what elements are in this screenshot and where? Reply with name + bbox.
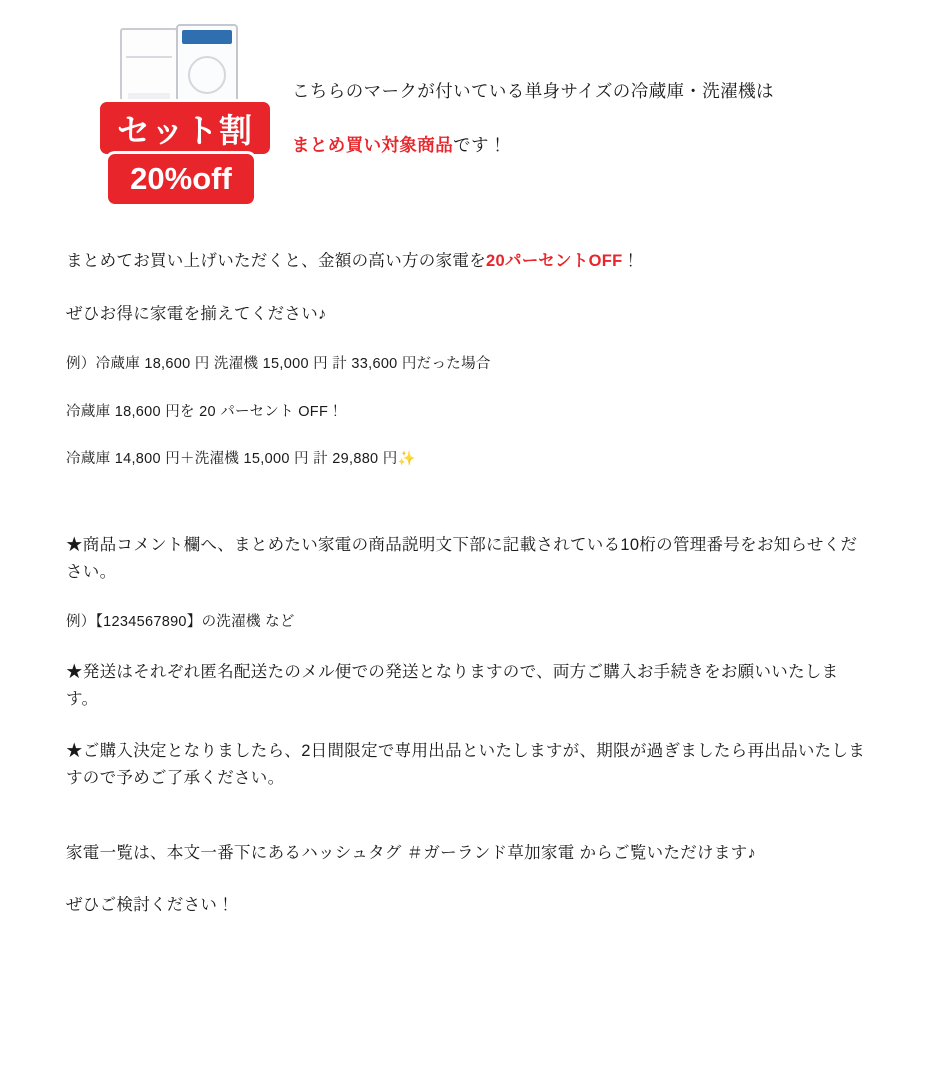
stamp-label-set: セット割 xyxy=(100,102,270,154)
stamp-label-percent: 20%off xyxy=(108,154,254,204)
header-caption-line2 xyxy=(292,132,892,158)
paragraph-hashtag: 家電一覧は、本文一番下にあるハッシュタグ ＃ガーランド草加家電 からご覧いただけます♪ xyxy=(66,843,756,862)
header-caption-line1: こちらのマークが付いている単身サイズの冷蔵庫・洗濯機は xyxy=(292,81,774,101)
paragraph-invite: ぜひお得に家電を揃えてください♪ xyxy=(66,304,327,323)
set-discount-stamp xyxy=(100,102,270,210)
intro-accent-text: 20パーセントOFF xyxy=(486,252,623,270)
sparkle-icon: ✨ xyxy=(397,451,416,468)
paragraph-example-case: 例）冷蔵庫 18,600 円 洗濯機 15,000 円 計 33,600 円だった場合 xyxy=(66,356,491,373)
body-copy xyxy=(66,248,866,945)
paragraph-note-reserve: ★ご購入決定となりましたら、2日間限定で専用出品といたしますが、期限が過ぎましたら再出品いたしますので予めご了承ください。 xyxy=(66,742,866,787)
header-caption-emphasis: まとめ買い対象商品 xyxy=(292,135,454,156)
spacer-2 xyxy=(66,818,866,840)
intro-before-text: まとめてお買い上げいただくと、金額の高い方の家電を xyxy=(66,252,486,270)
paragraph-note-comment-example: 例）【1234567890】の洗濯機 など xyxy=(66,614,295,631)
washing-machine-icon xyxy=(176,24,238,112)
intro-after-text: ！ xyxy=(622,252,640,270)
header-caption xyxy=(292,78,892,159)
spacer-1 xyxy=(66,496,866,532)
refrigerator-icon xyxy=(120,28,178,110)
header-banner xyxy=(0,0,926,215)
paragraph-example-calc: 冷蔵庫 18,600 円を 20 パーセント OFF！ xyxy=(66,403,343,420)
appliance-badge-art xyxy=(100,20,275,205)
washer-lid xyxy=(182,30,232,44)
header-caption-tail: です！ xyxy=(453,135,507,156)
paragraph-note-comment: ★商品コメント欄へ、まとめたい家電の商品説明文下部に記載されている10桁の管理番号をお知らせください。 xyxy=(66,535,858,581)
paragraph-example-total xyxy=(66,448,866,471)
paragraph-note-shipping: ★発送はそれぞれ匿名配送たのメル便での発送となりますので、両方ご購入お手続きをお願いいたします。 xyxy=(66,662,839,708)
paragraph-closing: ぜひご検討ください！ xyxy=(66,896,234,915)
paragraph-intro xyxy=(66,248,866,275)
washer-drum xyxy=(188,56,226,94)
example-total-text: 冷蔵庫 14,800 円＋洗濯機 15,000 円 計 29,880 円 xyxy=(66,451,398,468)
